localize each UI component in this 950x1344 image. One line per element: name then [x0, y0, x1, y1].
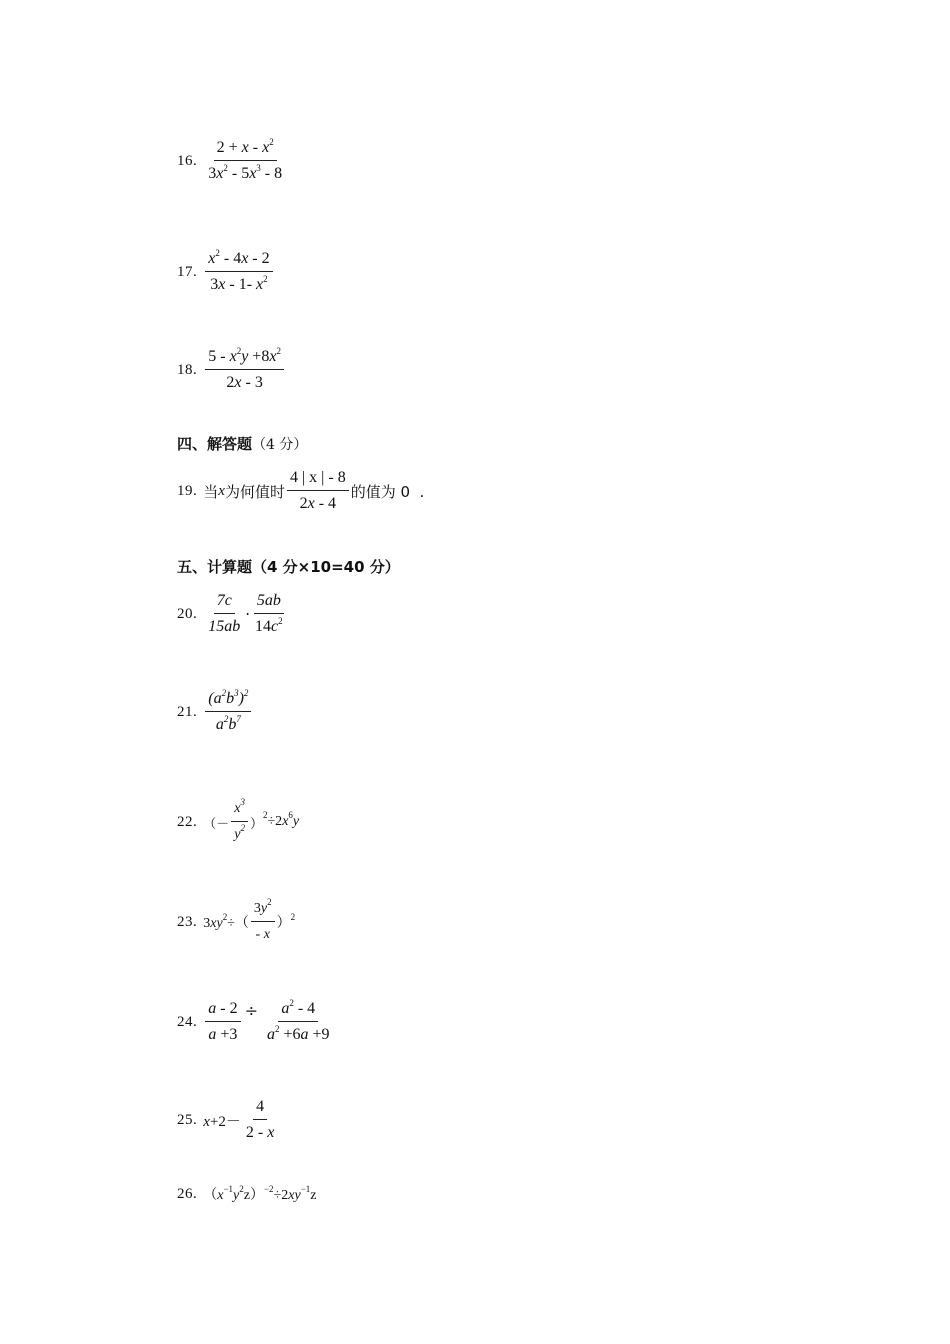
numerator: $3y^2$ [251, 898, 275, 922]
section-title: 五、计算题（4 分×10=40 分） [177, 558, 400, 576]
question-text: 当 [203, 482, 219, 501]
fraction [205, 248, 272, 296]
question-16 [177, 137, 287, 185]
denominator: 2x - 3 [226, 374, 263, 391]
divide-sign: ÷ [244, 1000, 258, 1020]
section-heading-4 [177, 433, 307, 454]
fraction [205, 346, 284, 394]
fraction [205, 688, 251, 736]
denominator: $3x^2 - 5x^3 - 8$ [208, 163, 283, 182]
question-number: 19. [177, 482, 198, 499]
section-points: （4 分） [252, 437, 308, 453]
fraction [287, 467, 349, 515]
numerator: $5 - x^2y +8x^2$ [205, 346, 284, 370]
numerator: 4 | x | - 8 [287, 467, 349, 491]
variable: x [218, 482, 225, 499]
numerator: 7c [214, 590, 235, 614]
denominator: $y^2$ [234, 823, 245, 842]
denominator: 15ab [208, 618, 241, 635]
numerator: $x^3$ [231, 798, 248, 822]
denominator: $a^2 +6a +9$ [266, 1024, 330, 1043]
fraction [205, 998, 240, 1046]
question-25 [177, 1096, 279, 1144]
expression: $(x^{-1}y^2z)^{-2}\div 2xy^{-1}z$ [203, 1184, 317, 1203]
expression-prefix: x+2－ [203, 1113, 241, 1130]
numerator: 5ab [254, 590, 284, 614]
expression-rest: $^2\div 2x^6y$ [263, 810, 300, 829]
fraction [264, 998, 333, 1046]
question-number: 26. [177, 1185, 198, 1202]
numerator: $(a^2b^3)^2$ [205, 688, 251, 712]
question-text: 为何值时 [224, 482, 285, 501]
question-24 [177, 998, 335, 1046]
expression-suffix: ）$^2$ [276, 912, 296, 931]
question-number: 16. [177, 152, 198, 169]
denominator: $a^2b^7$ [215, 714, 241, 733]
denominator: a +3 [208, 1026, 238, 1043]
question-number: 22. [177, 813, 198, 830]
section-heading-5 [177, 556, 400, 577]
question-17 [177, 248, 275, 296]
numerator: a - 2 [205, 998, 240, 1022]
numerator: 4 [253, 1096, 267, 1120]
question-20 [177, 590, 288, 638]
fraction [252, 590, 286, 638]
fraction [231, 798, 248, 846]
paren-close: ） [249, 816, 263, 832]
denominator: 2x - 4 [299, 495, 337, 512]
question-number: 24. [177, 1013, 198, 1030]
numerator: $x^2 - 4x - 2$ [205, 248, 272, 272]
paren-open: （－ [203, 816, 230, 832]
question-number: 21. [177, 703, 198, 720]
fraction [251, 898, 275, 946]
question-number: 20. [177, 605, 198, 622]
question-text: 的值为 0 . [350, 482, 425, 501]
fraction [205, 590, 243, 638]
numerator: $a^2 - 4$ [278, 998, 318, 1022]
fraction [243, 1096, 277, 1144]
question-number: 18. [177, 361, 198, 378]
expression-prefix: $3xy^2\div$（ [203, 912, 249, 931]
question-number: 17. [177, 263, 198, 280]
question-22 [177, 798, 299, 846]
denominator: 3x - 1- $x^2$ [210, 274, 268, 293]
question-21 [177, 688, 253, 736]
denominator: $14c^2$ [255, 616, 283, 635]
question-23 [177, 898, 295, 946]
denominator: 2 - x [245, 1124, 275, 1141]
question-number: 25. [177, 1111, 198, 1128]
question-18 [177, 346, 286, 394]
multiply-dot: · [245, 605, 251, 623]
denominator: - x [255, 927, 270, 942]
fraction [205, 137, 285, 185]
question-26 [177, 1184, 316, 1204]
question-19 [177, 467, 424, 515]
question-number: 23. [177, 913, 198, 930]
numerator: $2 + x - x^2$ [214, 137, 277, 161]
section-title: 四、解答题 [177, 435, 253, 453]
